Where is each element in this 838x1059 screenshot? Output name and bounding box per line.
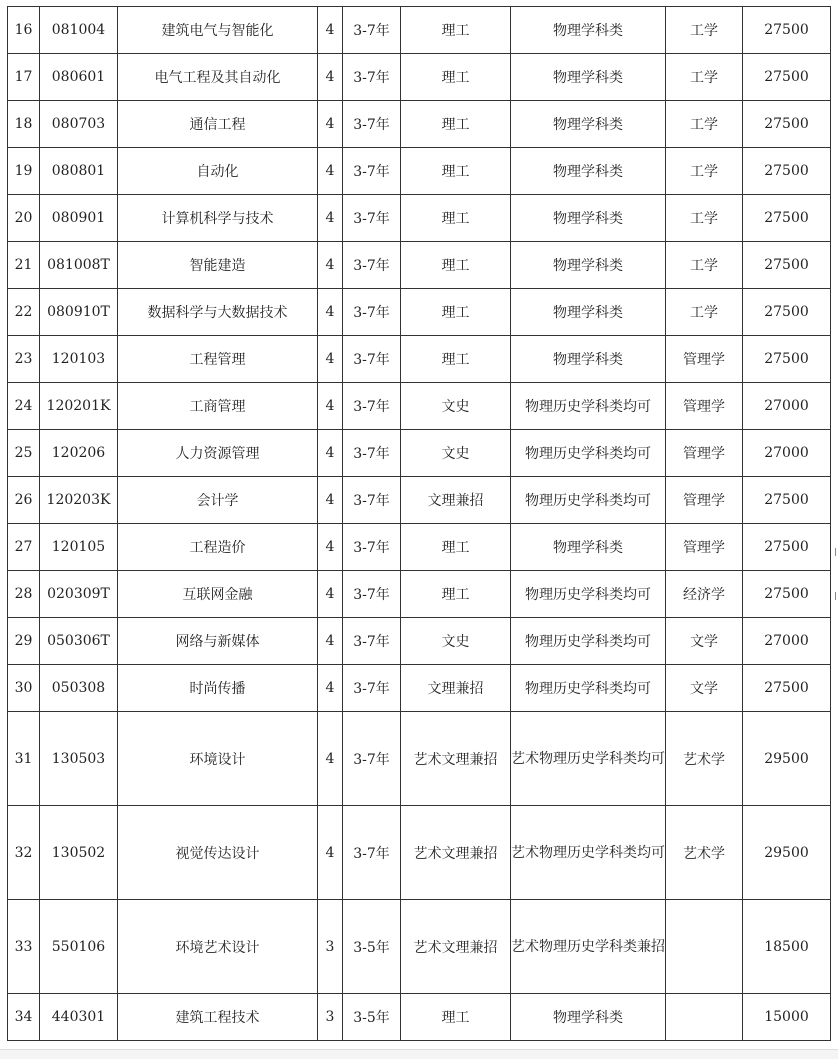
row-number: 33 — [8, 900, 40, 994]
major-code: 550106 — [40, 900, 118, 994]
table-row — [8, 665, 831, 712]
major-name: 互联网金融 — [118, 571, 318, 618]
major-code: 080910T — [40, 289, 118, 336]
degree-type: 管理学 — [666, 524, 743, 571]
study-duration: 3-7年 — [343, 430, 401, 477]
study-years: 4 — [318, 383, 343, 430]
study-duration: 3-7年 — [343, 477, 401, 524]
subject-requirement: 物理学科类 — [511, 524, 666, 571]
admission-category: 理工 — [401, 242, 511, 289]
study-duration: 3-7年 — [343, 336, 401, 383]
tuition-fee: 29500 — [743, 806, 831, 900]
study-years: 4 — [318, 571, 343, 618]
tuition-fee: 15000 — [743, 994, 831, 1041]
row-number: 32 — [8, 806, 40, 900]
admission-category: 艺术文理兼招 — [401, 806, 511, 900]
tuition-fee: 27500 — [743, 7, 831, 54]
study-duration: 3-7年 — [343, 571, 401, 618]
table-body — [8, 7, 831, 1041]
admission-category: 文理兼招 — [401, 477, 511, 524]
study-years: 3 — [318, 994, 343, 1041]
subject-requirement: 物理学科类 — [511, 994, 666, 1041]
table-row — [8, 54, 831, 101]
tuition-fee: 27500 — [743, 195, 831, 242]
major-code: 050308 — [40, 665, 118, 712]
subject-requirement: 艺术物理历史学科类均可 — [511, 712, 666, 806]
row-number: 25 — [8, 430, 40, 477]
table-row — [8, 618, 831, 665]
study-years: 4 — [318, 806, 343, 900]
admission-category: 理工 — [401, 336, 511, 383]
subject-requirement: 物理学科类 — [511, 289, 666, 336]
subject-requirement: 物理学科类 — [511, 7, 666, 54]
table-row — [8, 148, 831, 195]
row-number: 20 — [8, 195, 40, 242]
tuition-fee: 27500 — [743, 289, 831, 336]
major-code: 130502 — [40, 806, 118, 900]
degree-type — [666, 900, 743, 994]
study-duration: 3-7年 — [343, 806, 401, 900]
major-table — [7, 6, 831, 1041]
tuition-fee: 27500 — [743, 242, 831, 289]
study-duration: 3-7年 — [343, 101, 401, 148]
degree-type: 文学 — [666, 618, 743, 665]
study-duration: 3-7年 — [343, 618, 401, 665]
subject-requirement: 物理历史学科类均可 — [511, 571, 666, 618]
admission-category: 理工 — [401, 571, 511, 618]
major-code: 120201K — [40, 383, 118, 430]
major-name: 时尚传播 — [118, 665, 318, 712]
subject-requirement: 艺术物理历史学科类兼招 — [511, 900, 666, 994]
study-years: 4 — [318, 242, 343, 289]
subject-requirement: 物理历史学科类均可 — [511, 430, 666, 477]
table-row — [8, 383, 831, 430]
study-duration: 3-7年 — [343, 195, 401, 242]
table-row — [8, 289, 831, 336]
admission-category: 理工 — [401, 289, 511, 336]
tuition-fee: 18500 — [743, 900, 831, 994]
major-code: 080801 — [40, 148, 118, 195]
study-years: 4 — [318, 54, 343, 101]
study-years: 4 — [318, 195, 343, 242]
subject-requirement: 艺术物理历史学科类均可 — [511, 806, 666, 900]
degree-type — [666, 994, 743, 1041]
row-number: 31 — [8, 712, 40, 806]
major-name: 计算机科学与技术 — [118, 195, 318, 242]
study-duration: 3-7年 — [343, 148, 401, 195]
tuition-fee: 27000 — [743, 618, 831, 665]
tuition-fee: 27500 — [743, 101, 831, 148]
margin-mark — [835, 548, 836, 556]
study-years: 3 — [318, 900, 343, 994]
admission-category: 理工 — [401, 994, 511, 1041]
row-number: 30 — [8, 665, 40, 712]
study-duration: 3-7年 — [343, 7, 401, 54]
study-years: 4 — [318, 712, 343, 806]
major-code: 081004 — [40, 7, 118, 54]
tuition-fee: 29500 — [743, 712, 831, 806]
row-number: 24 — [8, 383, 40, 430]
table-row — [8, 430, 831, 477]
row-number: 17 — [8, 54, 40, 101]
degree-type: 工学 — [666, 101, 743, 148]
degree-type: 工学 — [666, 54, 743, 101]
table-row — [8, 195, 831, 242]
table-row — [8, 994, 831, 1041]
table-row — [8, 336, 831, 383]
row-number: 22 — [8, 289, 40, 336]
study-years: 4 — [318, 477, 343, 524]
study-years: 4 — [318, 665, 343, 712]
admission-category: 文史 — [401, 383, 511, 430]
admission-category: 艺术文理兼招 — [401, 712, 511, 806]
tuition-fee: 27500 — [743, 524, 831, 571]
study-duration: 3-7年 — [343, 54, 401, 101]
major-name: 环境设计 — [118, 712, 318, 806]
subject-requirement: 物理学科类 — [511, 195, 666, 242]
subject-requirement: 物理历史学科类均可 — [511, 477, 666, 524]
admission-category: 文史 — [401, 430, 511, 477]
row-number: 29 — [8, 618, 40, 665]
subject-requirement: 物理历史学科类均可 — [511, 618, 666, 665]
degree-type: 工学 — [666, 289, 743, 336]
study-years: 4 — [318, 524, 343, 571]
major-name: 电气工程及其自动化 — [118, 54, 318, 101]
major-code: 081008T — [40, 242, 118, 289]
table-row — [8, 7, 831, 54]
row-number: 34 — [8, 994, 40, 1041]
study-duration: 3-7年 — [343, 665, 401, 712]
table-row — [8, 900, 831, 994]
tuition-fee: 27500 — [743, 665, 831, 712]
study-duration: 3-5年 — [343, 900, 401, 994]
row-number: 18 — [8, 101, 40, 148]
major-name: 会计学 — [118, 477, 318, 524]
study-duration: 3-7年 — [343, 242, 401, 289]
tuition-fee: 27500 — [743, 571, 831, 618]
major-name: 智能建造 — [118, 242, 318, 289]
table-row — [8, 524, 831, 571]
table-row — [8, 712, 831, 806]
tuition-fee: 27000 — [743, 430, 831, 477]
admission-category: 文史 — [401, 618, 511, 665]
admission-category: 理工 — [401, 101, 511, 148]
study-years: 4 — [318, 148, 343, 195]
row-number: 27 — [8, 524, 40, 571]
major-name: 建筑工程技术 — [118, 994, 318, 1041]
tuition-fee: 27500 — [743, 54, 831, 101]
row-number: 21 — [8, 242, 40, 289]
major-name: 工商管理 — [118, 383, 318, 430]
degree-type: 艺术学 — [666, 712, 743, 806]
degree-type: 管理学 — [666, 383, 743, 430]
subject-requirement: 物理学科类 — [511, 336, 666, 383]
study-duration: 3-7年 — [343, 524, 401, 571]
major-name: 自动化 — [118, 148, 318, 195]
tuition-fee: 27000 — [743, 383, 831, 430]
major-name: 网络与新媒体 — [118, 618, 318, 665]
row-number: 23 — [8, 336, 40, 383]
subject-requirement: 物理学科类 — [511, 242, 666, 289]
major-code: 120203K — [40, 477, 118, 524]
study-years: 4 — [318, 101, 343, 148]
degree-type: 工学 — [666, 242, 743, 289]
major-name: 环境艺术设计 — [118, 900, 318, 994]
study-years: 4 — [318, 336, 343, 383]
major-code: 050306T — [40, 618, 118, 665]
degree-type: 艺术学 — [666, 806, 743, 900]
table-row — [8, 571, 831, 618]
row-number: 28 — [8, 571, 40, 618]
degree-type: 管理学 — [666, 477, 743, 524]
major-code: 080601 — [40, 54, 118, 101]
major-name: 通信工程 — [118, 101, 318, 148]
study-duration: 3-7年 — [343, 712, 401, 806]
table-row — [8, 477, 831, 524]
row-number: 16 — [8, 7, 40, 54]
study-years: 4 — [318, 7, 343, 54]
major-code: 120103 — [40, 336, 118, 383]
degree-type: 工学 — [666, 195, 743, 242]
admission-category: 理工 — [401, 195, 511, 242]
subject-requirement: 物理学科类 — [511, 101, 666, 148]
admission-category: 理工 — [401, 148, 511, 195]
major-name: 人力资源管理 — [118, 430, 318, 477]
major-code: 120206 — [40, 430, 118, 477]
tuition-fee: 27500 — [743, 148, 831, 195]
major-name: 工程管理 — [118, 336, 318, 383]
subject-requirement: 物理历史学科类均可 — [511, 383, 666, 430]
study-years: 4 — [318, 430, 343, 477]
major-name: 数据科学与大数据技术 — [118, 289, 318, 336]
subject-requirement: 物理历史学科类均可 — [511, 665, 666, 712]
study-years: 4 — [318, 289, 343, 336]
major-name: 工程造价 — [118, 524, 318, 571]
admission-category: 文理兼招 — [401, 665, 511, 712]
row-number: 19 — [8, 148, 40, 195]
major-code: 440301 — [40, 994, 118, 1041]
study-duration: 3-7年 — [343, 289, 401, 336]
admission-category: 理工 — [401, 54, 511, 101]
table-row — [8, 101, 831, 148]
study-duration: 3-5年 — [343, 994, 401, 1041]
major-name: 建筑电气与智能化 — [118, 7, 318, 54]
subject-requirement: 物理学科类 — [511, 54, 666, 101]
degree-type: 管理学 — [666, 430, 743, 477]
tuition-fee: 27500 — [743, 477, 831, 524]
major-code: 020309T — [40, 571, 118, 618]
major-code: 080901 — [40, 195, 118, 242]
major-code: 120105 — [40, 524, 118, 571]
major-name: 视觉传达设计 — [118, 806, 318, 900]
major-code: 080703 — [40, 101, 118, 148]
study-years: 4 — [318, 618, 343, 665]
margin-mark — [835, 592, 836, 600]
study-duration: 3-7年 — [343, 383, 401, 430]
row-number: 26 — [8, 477, 40, 524]
degree-type: 文学 — [666, 665, 743, 712]
degree-type: 经济学 — [666, 571, 743, 618]
table-row — [8, 806, 831, 900]
degree-type: 管理学 — [666, 336, 743, 383]
admission-category: 理工 — [401, 524, 511, 571]
degree-type: 工学 — [666, 7, 743, 54]
major-code: 130503 — [40, 712, 118, 806]
admission-category: 理工 — [401, 7, 511, 54]
degree-type: 工学 — [666, 148, 743, 195]
admission-category: 艺术文理兼招 — [401, 900, 511, 994]
tuition-fee: 27500 — [743, 336, 831, 383]
subject-requirement: 物理学科类 — [511, 148, 666, 195]
table-row — [8, 242, 831, 289]
